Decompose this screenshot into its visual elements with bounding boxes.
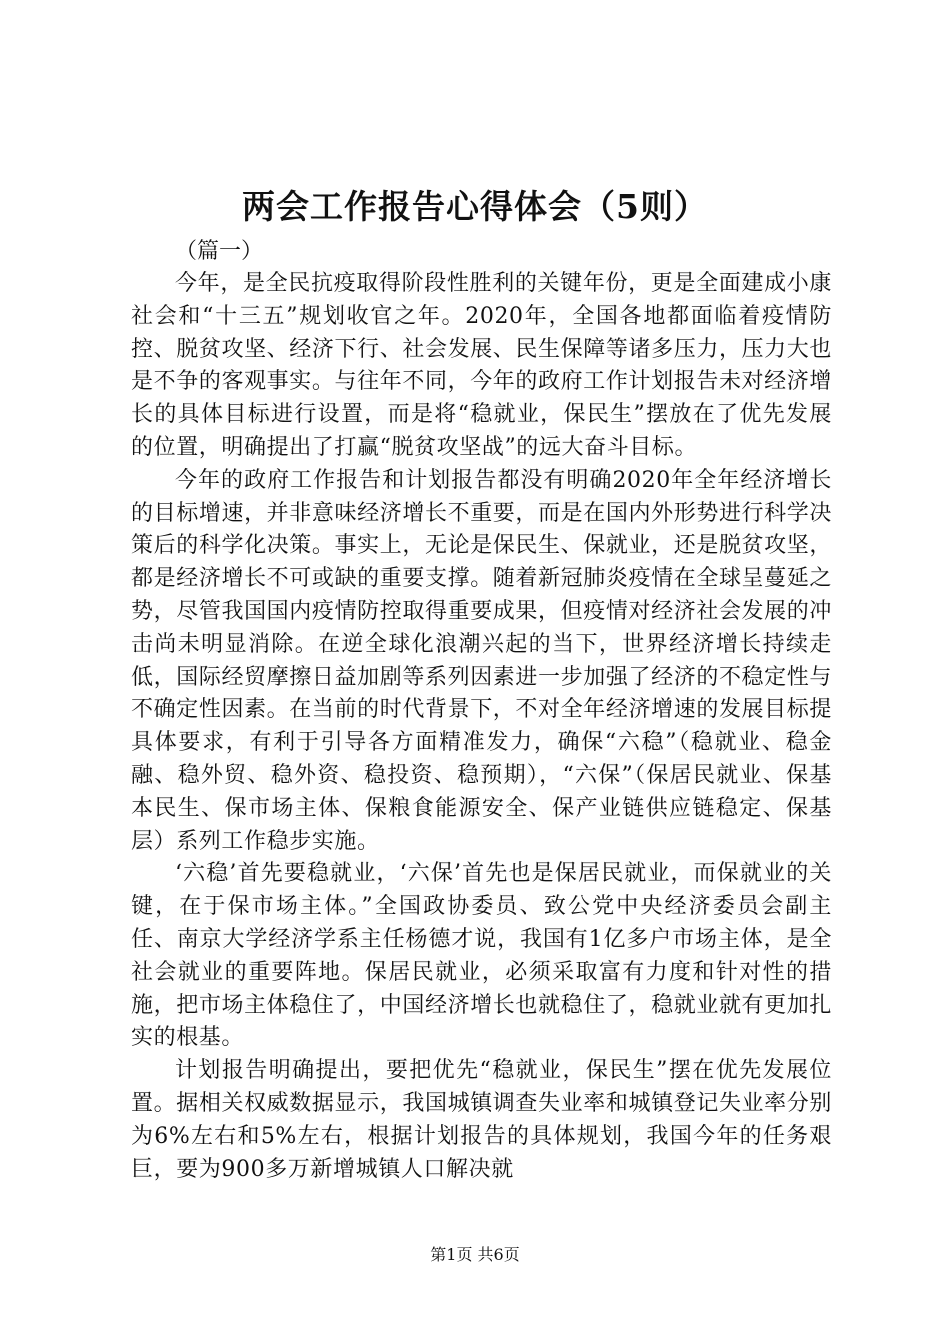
section-label: （篇一） <box>175 239 264 264</box>
document-body <box>131 236 832 1186</box>
paragraph-3: ‘六稳’首先要稳就业，‘六保’首先也是保居民就业，而保就业的关键，在于保市场主体。”全国政协委员、致公党中央经济委员会副主任、南京大学经济学系主任杨德才说，我国有1亿多户市场主体，是全社会就业的重要阵地。保居民就业，必须采取富有力度和针对性的措施，把市场主体稳住了，中国经济增长也就稳住了，稳就业就有更加扎实的根基。 <box>131 861 832 1051</box>
paragraph-4: 计划报告明确提出，要把优先“稳就业，保民生”摆在优先发展位置。据相关权威数据显示，我国城镇调查失业率和城镇登记失业率分别为6%左右和5%左右，根据计划报告的具体规划，我国今年的任务艰巨，要为900多万新增城镇人口解决就 <box>131 1058 832 1182</box>
page-number-footer: 第1页 共6页 <box>430 1245 520 1264</box>
document-title: 两会工作报告心得体会（5则） <box>242 187 708 226</box>
paragraph-2: 今年的政府工作报告和计划报告都没有明确2020年全年经济增长的目标增速，并非意味经济增长不重要，而是在国内外形势进行科学决策后的科学化决策。事实上，无论是保民生、保就业，还是脱贫攻坚，都是经济增长不可或缺的重要支撑。随着新冠肺炎疫情在全球呈蔓延之势，尽管我国国内疫情防控取得重要成果，但疫情对经济社会发展的冲击尚未明显消除。在逆全球化浪潮兴起的当下，世界经济增长持续走低，国际经贸摩擦日益加剧等系列因素进一步加强了经济的不稳定性与不确定性因素。在当前的时代背景下，不对全年经济增速的发展目标提具体要求，有利于引导各方面精准发力，确保“六稳”（稳就业、稳金融、稳外贸、稳外资、稳投资、稳预期），“六保”（保居民就业、保基本民生、保市场主体、保粮食能源安全、保产业链供应链稳定、保基层）系列工作稳步实施。 <box>131 467 832 854</box>
paragraph-1: 今年，是全民抗疫取得阶段性胜利的关键年份，更是全面建成小康社会和“十三五”规划收官之年。2020年，全国各地都面临着疫情防控、脱贫攻坚、经济下行、社会发展、民生保障等诸多压力，压力大也是不争的客观事实。与往年不同，今年的政府工作计划报告未对经济增长的具体目标进行设置，而是将“稳就业，保民生”摆放在了优先发展的位置，明确提出了打赢“脱贫攻坚战”的远大奋斗目标。 <box>131 271 832 460</box>
